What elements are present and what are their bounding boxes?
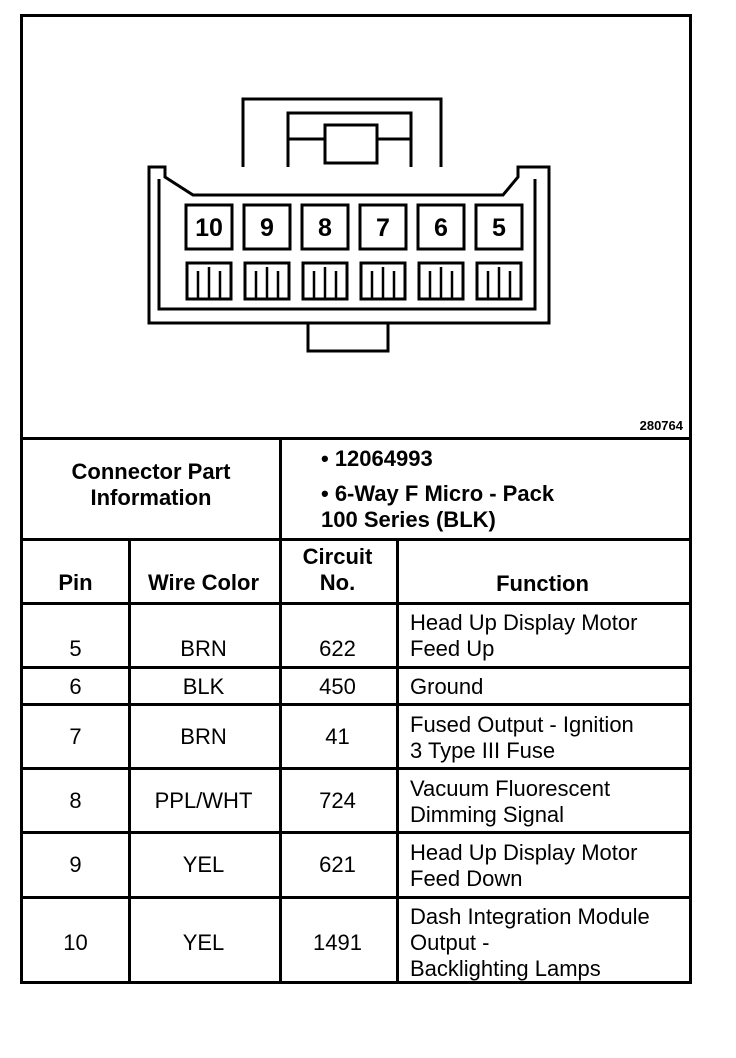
row-5-pin: 9 <box>69 852 82 877</box>
pin-number-10: 10 <box>195 214 223 242</box>
pin-number-9: 9 <box>260 214 274 242</box>
connector-diagram-frame <box>20 14 692 984</box>
header-circuit-no: Circuit No. <box>302 544 373 595</box>
part-number: • 12064993 <box>321 446 433 471</box>
row-3-pin: 7 <box>69 724 82 749</box>
row-4-pin: 8 <box>69 788 82 813</box>
latch-tab <box>325 125 377 163</box>
rule-row-4 <box>23 831 689 834</box>
rule-col-2 <box>279 538 282 984</box>
rule-col-3 <box>396 538 399 984</box>
row-2-wire-color: BLK <box>182 674 225 699</box>
rule-drawing-bottom <box>23 437 689 440</box>
row-3-function: Fused Output - Ignition 3 Type III Fuse <box>410 712 634 763</box>
row-1-function: Head Up Display Motor Feed Up <box>410 610 638 661</box>
rule-info-divider <box>279 437 282 541</box>
row-6-pin: 10 <box>63 930 88 955</box>
rule-col-1 <box>128 538 131 984</box>
row-1-wire-color: BRN <box>180 636 227 661</box>
connector-key <box>308 323 388 351</box>
part-info-label: Connector Part Information <box>71 459 231 510</box>
rule-row-2 <box>23 703 689 706</box>
row-1-circuit: 622 <box>319 636 356 661</box>
rule-row-1 <box>23 666 689 669</box>
row-6-circuit: 1491 <box>313 930 362 955</box>
connector-drawing <box>23 17 689 440</box>
row-1-pin: 5 <box>69 636 82 661</box>
row-5-function: Head Up Display Motor Feed Down <box>410 840 638 891</box>
rule-row-5 <box>23 896 689 899</box>
pin-number-7: 7 <box>376 214 390 242</box>
figure-id: 280764 <box>639 418 683 433</box>
row-2-circuit: 450 <box>319 674 356 699</box>
pin-number-6: 6 <box>434 214 448 242</box>
row-6-function: Dash Integration Module Output - Backlighting Lamps <box>410 904 650 981</box>
header-pin: Pin <box>58 570 93 595</box>
rule-header-bottom <box>23 602 689 605</box>
row-4-circuit: 724 <box>319 788 356 813</box>
pin-number-5: 5 <box>492 214 506 242</box>
row-3-wire-color: BRN <box>180 724 227 749</box>
row-6-wire-color: YEL <box>182 930 225 955</box>
row-3-circuit: 41 <box>325 724 350 749</box>
header-function: Function <box>496 571 589 596</box>
rule-info-bottom <box>23 538 689 541</box>
rule-row-3 <box>23 767 689 770</box>
header-wire-color: Wire Color <box>147 570 260 595</box>
connector-illustration <box>23 17 689 440</box>
row-5-wire-color: YEL <box>182 852 225 877</box>
row-5-circuit: 621 <box>319 852 356 877</box>
connector-description: • 6-Way F Micro - Pack 100 Series (BLK) <box>321 481 555 532</box>
row-4-wire-color: PPL/WHT <box>154 788 253 813</box>
row-2-pin: 6 <box>69 674 82 699</box>
row-2-function: Ground <box>410 674 484 699</box>
row-4-function: Vacuum Fluorescent Dimming Signal <box>410 776 611 827</box>
pin-number-8: 8 <box>318 214 332 242</box>
